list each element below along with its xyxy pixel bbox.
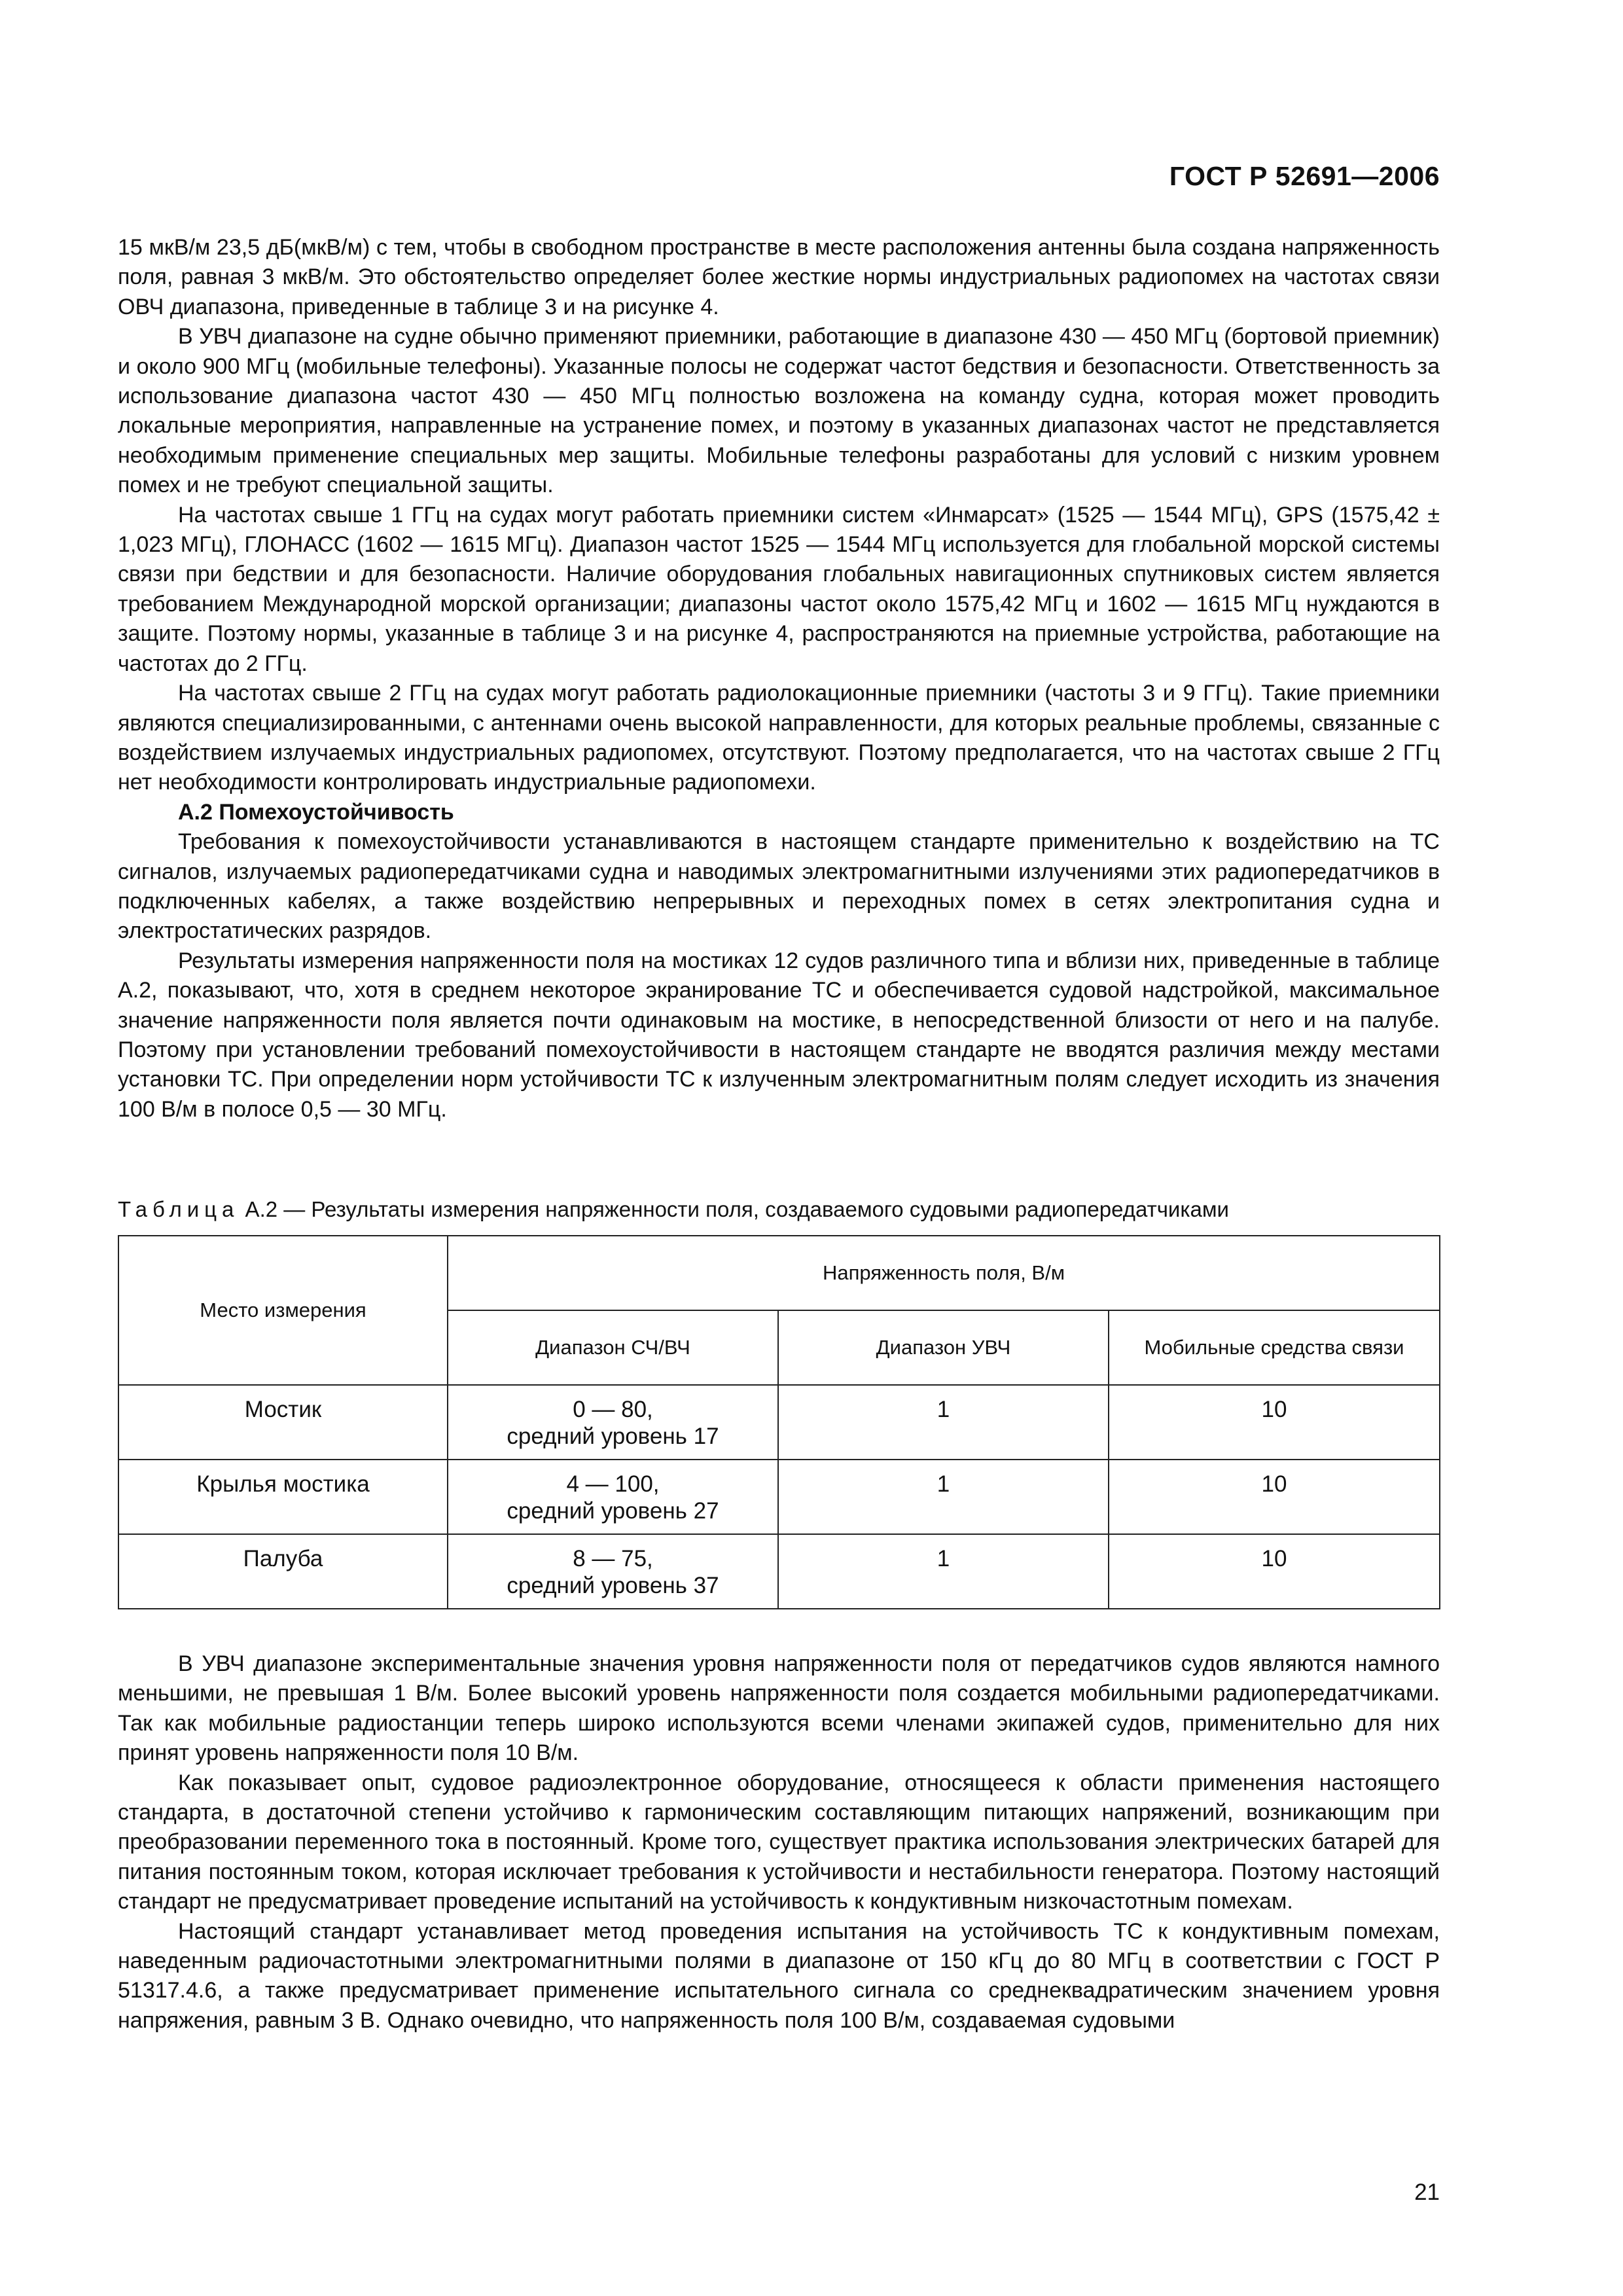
cell-mf-hf bbox=[448, 1460, 778, 1534]
paragraph: На частотах свыше 1 ГГц на судах могут работать приемники систем «Инмарсат» (1525 — 1544 МГц), GPS (1575,42 ± 1,023 МГц), ГЛОНАСС (1602 — 1615 МГц). Диапазон частот 1525 — 1544 МГц используется для глобальной морской системы связи при бедствии и для безопасности. Наличие оборудования глобальных навигационных спутниковых систем является требованием Международной морской организации; диапазоны частот около 1575,42 МГц и 1602 — 1615 МГц нуждаются в защите. Поэтому нормы, указанные в таблице 3 и на рисунке 4, распространяются на приемные устройства, работающие на частотах до 2 ГГц. bbox=[118, 502, 1440, 676]
table-row bbox=[118, 1385, 1440, 1460]
results-table bbox=[118, 1235, 1440, 1609]
table-caption-text: А.2 — Результаты измерения напряженности поля, создаваемого судовыми радиопередатчиками bbox=[239, 1197, 1229, 1221]
cell-location: Крылья мостика bbox=[118, 1460, 448, 1534]
bottom-text-block bbox=[118, 1649, 1440, 2036]
cell-mobile: 10 bbox=[1109, 1534, 1440, 1609]
page-number: 21 bbox=[1414, 2179, 1440, 2205]
table-row bbox=[118, 1460, 1440, 1534]
column-header-mf-hf: Диапазон СЧ/ВЧ bbox=[448, 1310, 778, 1385]
cell-mf-average: средний уровень 37 bbox=[507, 1573, 719, 1598]
cell-uhf: 1 bbox=[778, 1534, 1109, 1609]
cell-mf-range: 4 — 100, bbox=[566, 1471, 660, 1497]
cell-mf-hf bbox=[448, 1385, 778, 1460]
paragraph: Требования к помехоустойчивости устанавливаются в настоящем стандарте применительно к воздействию на ТС сигналов, излучаемых радиопередатчиками судна и наводимых электромагнитными излучениями этих радиопередатчиков в подключенных кабелях, а также воздействию непрерывных и переходных помех в сетях электропитания судна и электростатических разрядов. bbox=[118, 829, 1440, 944]
cell-mobile: 10 bbox=[1109, 1460, 1440, 1534]
paragraph: 15 мкВ/м 23,5 дБ(мкВ/м) с тем, чтобы в свободном пространстве в месте расположения антенны была создана напряженность поля, равная 3 мкВ/м. Это обстоятельство определяет более жесткие нормы индустриальных радиопомех на частотах связи ОВЧ диапазона, приведенные в таблице 3 и на рисунке 4. bbox=[118, 235, 1440, 319]
cell-mobile: 10 bbox=[1109, 1385, 1440, 1460]
group-header-field-strength: Напряженность поля, В/м bbox=[448, 1236, 1440, 1310]
table-caption bbox=[118, 1195, 1440, 1224]
cell-location: Палуба bbox=[118, 1534, 448, 1609]
document-code: ГОСТ Р 52691—2006 bbox=[1169, 161, 1440, 191]
cell-mf-average: средний уровень 27 bbox=[507, 1498, 719, 1524]
top-text-block bbox=[118, 233, 1440, 1124]
table-row bbox=[118, 1534, 1440, 1609]
column-header-uhf: Диапазон УВЧ bbox=[778, 1310, 1109, 1385]
paragraph: Как показывает опыт, судовое радиоэлектронное оборудование, относящееся к области применения настоящего стандарта, в достаточной степени устойчиво к гармоническим составляющим питающих напряжений, возникающим при преобразовании переменного тока в постоянный. Кроме того, существует практика использования электрических батарей для питания постоянным током, которая исключает требования к устойчивости и нестабильности генератора. Поэтому настоящий стандарт не предусматривает проведение испытаний на устойчивость к кондуктивным низкочастотным помехам. bbox=[118, 1770, 1440, 1914]
cell-mf-hf bbox=[448, 1534, 778, 1609]
paragraph: На частотах свыше 2 ГГц на судах могут работать радиолокационные приемники (частоты 3 и 9 ГГц). Такие приемники являются специализированными, с антеннами очень высокой направленности, для которых реальные проблемы, связанные с воздействием излучаемых индустриальных радиопомех, отсутствуют. Поэтому предполагается, что на частотах свыше 2 ГГц нет необходимости контролировать индустриальные радиопомехи. bbox=[118, 681, 1440, 795]
cell-location: Мостик bbox=[118, 1385, 448, 1460]
paragraph: В УВЧ диапазоне на судне обычно применяют приемники, работающие в диапазоне 430 — 450 МГц (бортовой приемник) и около 900 МГц (мобильные телефоны). Указанные полосы не содержат частот бедствия и безопасности. Ответственность за использование диапазона частот 430 — 450 МГц полностью возложена на команду судна, которая может проводить локальные мероприятия, направленные на устранение помех, и поэтому в указанных диапазонах частот не представляется необходимым применение специальных мер защиты. Мобильные телефоны разработаны для условий с низким уровнем помех и не требуют специальной защиты. bbox=[118, 324, 1440, 498]
paragraph: Настоящий стандарт устанавливает метод проведения испытания на устойчивость ТС к кондуктивным помехам, наведенным радиочастотными электромагнитными полями в диапазоне от 150 кГц до 80 МГц в соответствии с ГОСТ Р 51317.4.6, а также предусматривает применение испытательного сигнала со среднеквадратическим значением уровня напряжения, равным 3 В. Однако очевидно, что напряженность поля 100 В/м, создаваемая судовыми bbox=[118, 1918, 1440, 2033]
cell-mf-average: средний уровень 17 bbox=[507, 1424, 719, 1449]
column-header-location: Место измерения bbox=[118, 1236, 448, 1385]
column-header-mobile: Мобильные средства связи bbox=[1109, 1310, 1440, 1385]
table-caption-word: Таблица bbox=[118, 1197, 240, 1221]
section-title: А.2 Помехоустойчивость bbox=[178, 799, 454, 825]
cell-mf-range: 0 — 80, bbox=[573, 1397, 653, 1422]
paragraph: В УВЧ диапазоне экспериментальные значения уровня напряженности поля от передатчиков судов являются намного меньшими, не превышая 1 В/м. Более высокий уровень напряженности поля создается мобильными радиопередатчиками. Так как мобильные радиостанции теперь широко используются всеми членами экипажей судов, применительно для них принят уровень напряженности поля 10 В/м. bbox=[118, 1651, 1440, 1766]
cell-uhf: 1 bbox=[778, 1460, 1109, 1534]
cell-mf-range: 8 — 75, bbox=[573, 1546, 653, 1571]
paragraph: Результаты измерения напряженности поля на мостиках 12 судов различного типа и вблизи них, приведенные в таблице А.2, показывают, что, хотя в среднем некоторое экранирование ТС и обеспечивается судовой надстройкой, максимальное значение напряженности поля является почти одинаковым на мостике, в непосредственной близости от него и на палубе. Поэтому при установлении требований помехоустойчивости в настоящем стандарте не вводятся различия между местами установки ТС. При определении норм устойчивости ТС к излученным электромагнитным полям следует исходить из значения 100 В/м в полосе 0,5 — 30 МГц. bbox=[118, 948, 1440, 1122]
cell-uhf: 1 bbox=[778, 1385, 1109, 1460]
